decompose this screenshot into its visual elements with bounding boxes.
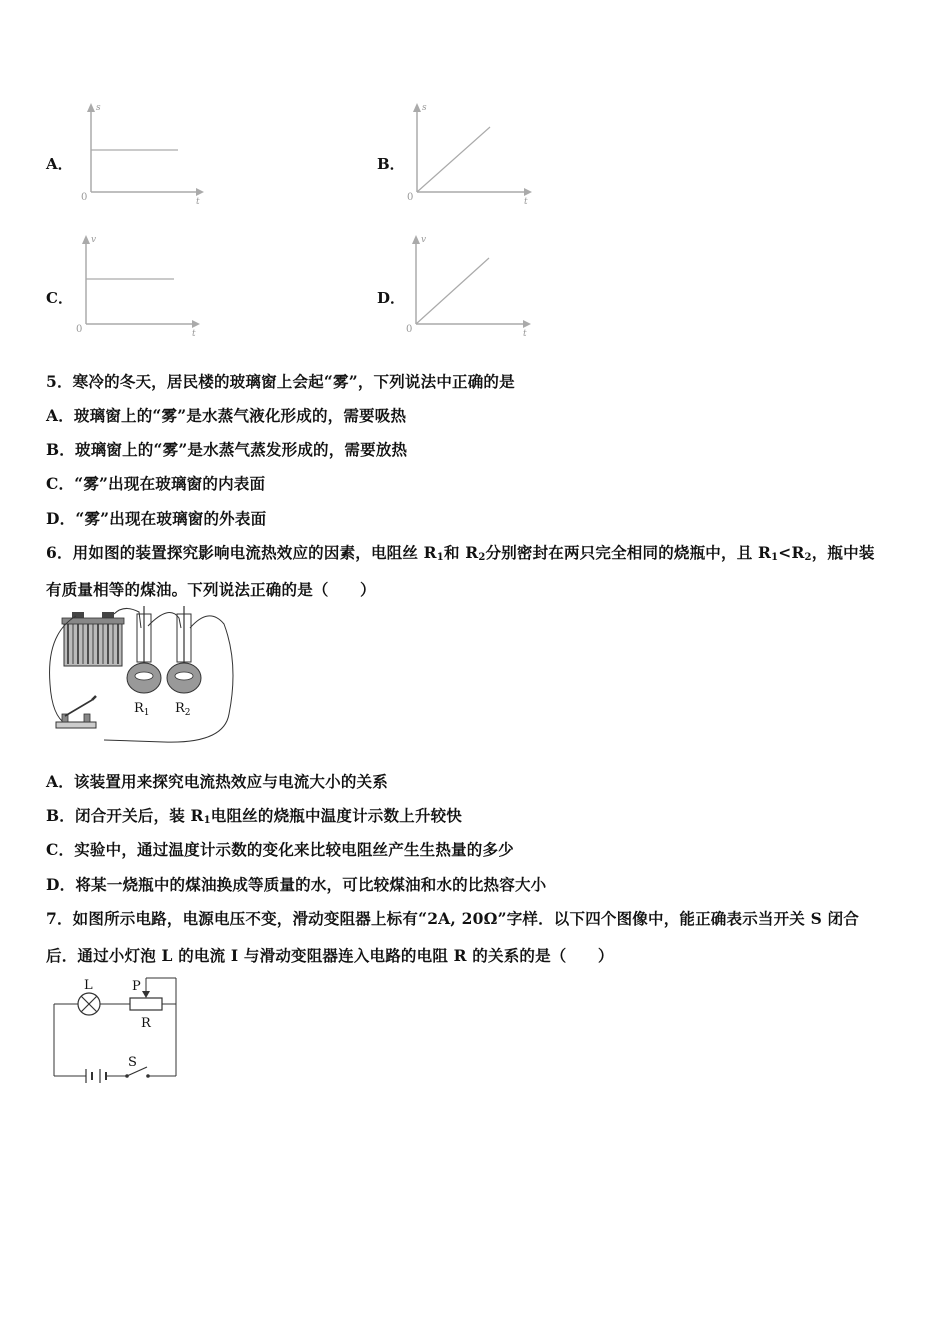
graph-b xyxy=(402,100,534,210)
lamp-icon xyxy=(78,993,100,1015)
graph-b-y-label: s xyxy=(422,103,427,113)
q5-stem: 5．寒冷的冬天，居民楼的玻璃窗上会起“雾”，下列说法中正确的是 xyxy=(46,372,515,391)
q6-option-c[interactable]: C．实验中，通过温度计示数的变化来比较电阻丝产生生热量的多少 xyxy=(46,840,514,859)
graph-c-y-label: v xyxy=(91,235,97,245)
q6-apparatus-figure xyxy=(44,604,240,746)
resistor-label: R xyxy=(141,1016,151,1031)
q7-stem-line1: 7．如图所示电路，电源电压不变，滑动变阻器上标有“2A, 20Ω”字样．以下四个图像中，能正确表示当开关 S 闭合 xyxy=(46,909,859,928)
q5-option-c[interactable]: C．“雾”出现在玻璃窗的内表面 xyxy=(46,474,266,493)
graph-c xyxy=(72,232,202,340)
q5-option-a[interactable]: A．玻璃窗上的“雾”是水蒸气液化形成的，需要吸热 xyxy=(46,406,407,425)
lamp-label: L xyxy=(84,978,93,993)
graph-a-origin: 0 xyxy=(81,192,88,203)
flask-r2-label: $R_2$ xyxy=(175,701,191,718)
graph-a-label: A． xyxy=(46,155,73,173)
switch-label: S xyxy=(128,1055,137,1070)
graph-a-x-label: t xyxy=(196,197,200,207)
graph-c-origin: 0 xyxy=(76,324,83,335)
graph-d-line xyxy=(416,258,489,324)
switch-icon xyxy=(56,696,96,728)
slider-label: P xyxy=(132,979,141,994)
q6-stem-line1: 6．用如图的装置探究影响电流热效应的因素，电阻丝 $R_1$和 $R_2$分别密封在两只完全相同的烧瓶中，且 $R_1<R_2$，瓶中装 xyxy=(46,543,875,563)
q6-stem-line2: 有质量相等的煤油。下列说法正确的是（ ） xyxy=(46,580,376,599)
graph-d-label: D． xyxy=(377,289,406,307)
battery-symbol-icon xyxy=(86,1069,106,1083)
q7-circuit-figure xyxy=(46,974,186,1084)
graph-b-x-label: t xyxy=(524,197,528,207)
graph-d-y-label: v xyxy=(421,235,427,245)
q5-option-d[interactable]: D．“雾”出现在玻璃窗的外表面 xyxy=(46,509,267,528)
graph-a xyxy=(76,100,206,210)
graph-b-line xyxy=(417,127,490,192)
graph-b-label: B． xyxy=(377,155,405,173)
graph-d-x-label: t xyxy=(523,329,527,339)
graph-a-y-label: s xyxy=(96,103,101,113)
graph-c-x-label: t xyxy=(192,329,196,339)
q7-stem-line2: 后．通过小灯泡 L 的电流 I 与滑动变阻器连入电路的电阻 R 的关系的是（ ） xyxy=(46,946,614,965)
graph-d-origin: 0 xyxy=(406,324,413,335)
q6-option-b[interactable]: B．闭合开关后，装 $R_1$电阻丝的烧瓶中温度计示数上升较快 xyxy=(46,806,462,826)
q5-option-b[interactable]: B．玻璃窗上的“雾”是水蒸气蒸发形成的，需要放热 xyxy=(46,440,408,459)
q6-option-d[interactable]: D．将某一烧瓶中的煤油换成等质量的水，可比较煤油和水的比热容大小 xyxy=(46,875,547,894)
graph-b-origin: 0 xyxy=(407,192,414,203)
graph-d xyxy=(401,232,533,340)
battery-icon xyxy=(62,612,124,666)
flask-r2-icon xyxy=(167,606,201,693)
graph-c-label: C． xyxy=(46,289,73,307)
flask-r1-label: $R_1$ xyxy=(134,701,150,718)
q6-option-a[interactable]: A．该装置用来探究电流热效应与电流大小的关系 xyxy=(46,772,388,791)
